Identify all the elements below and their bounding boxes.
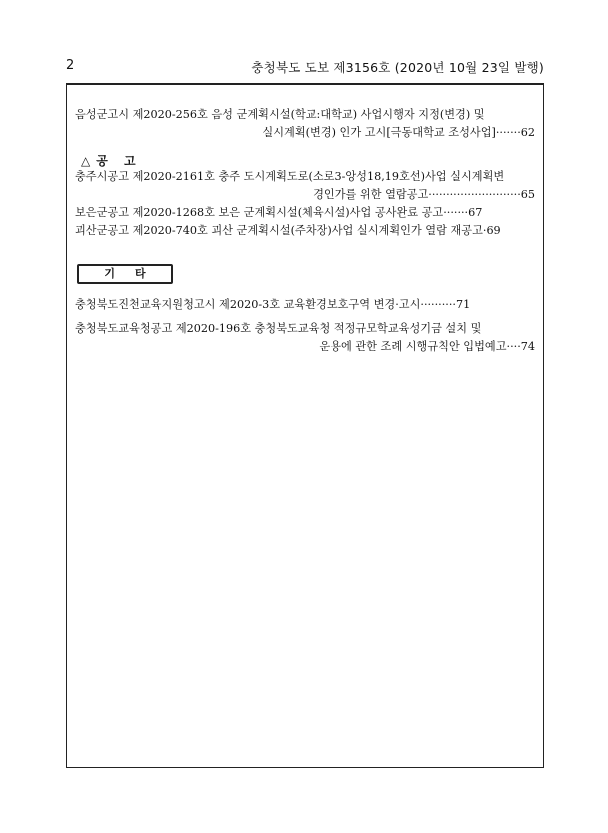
toc-entry-line: 음성군고시 제2020-256호 음성 군계획시설(학교:대학교) 사업시행자 지정(변경) 및 [75,108,485,121]
toc-entry-boeun[interactable] [75,204,535,222]
section-heading-notices: △공 고 [81,154,142,168]
toc-entry-line: 충청북도진천교육지원청고시 제2020-3호 교육환경보호구역 변경·고시··········71 [75,298,471,311]
section-heading-other: 기타 [77,264,173,284]
toc-entry-line: 보은군공고 제2020-1268호 보은 군계획시설(체육시설)사업 공사완료 공고·······67 [75,206,483,219]
toc-entry-goesan[interactable] [75,222,535,240]
toc-entry-line-continued: 운용에 관한 조례 시행규칙안 입법예고····74 [319,340,535,353]
toc-entry-line: 괴산군공고 제2020-740호 괴산 군계획시설(주차장)사업 실시계획인가 열람 재공고·69 [75,224,501,237]
toc-entry-line-continued: 실시계획(변경) 인가 고시[극동대학교 조성사업]·······62 [262,126,535,139]
page-header [66,58,544,78]
top-rule [66,83,544,85]
toc-entry-chungju[interactable] [75,168,535,204]
toc-entry-education-office[interactable] [75,320,535,356]
gazette-title: 충청북도 도보 제3156호 (2020년 10월 23일 발행) [251,60,544,75]
toc-entry-jincheon[interactable] [75,296,535,314]
toc-entry-goesi-eumseong[interactable] [75,106,535,142]
toc-entry-line-continued: 경인가를 위한 열람공고··························65 [313,188,535,201]
toc-entry-line: 충청북도교육청공고 제2020-196호 충청북도교육청 적정규모학교육성기금 설치 및 [75,322,482,335]
contents-frame [66,83,544,768]
page-number: 2 [66,58,75,73]
toc-entry-line: 충주시공고 제2020-2161호 충주 도시계획도로(소로3-앙성18,19호선)사업 실시계획변 [75,170,505,183]
